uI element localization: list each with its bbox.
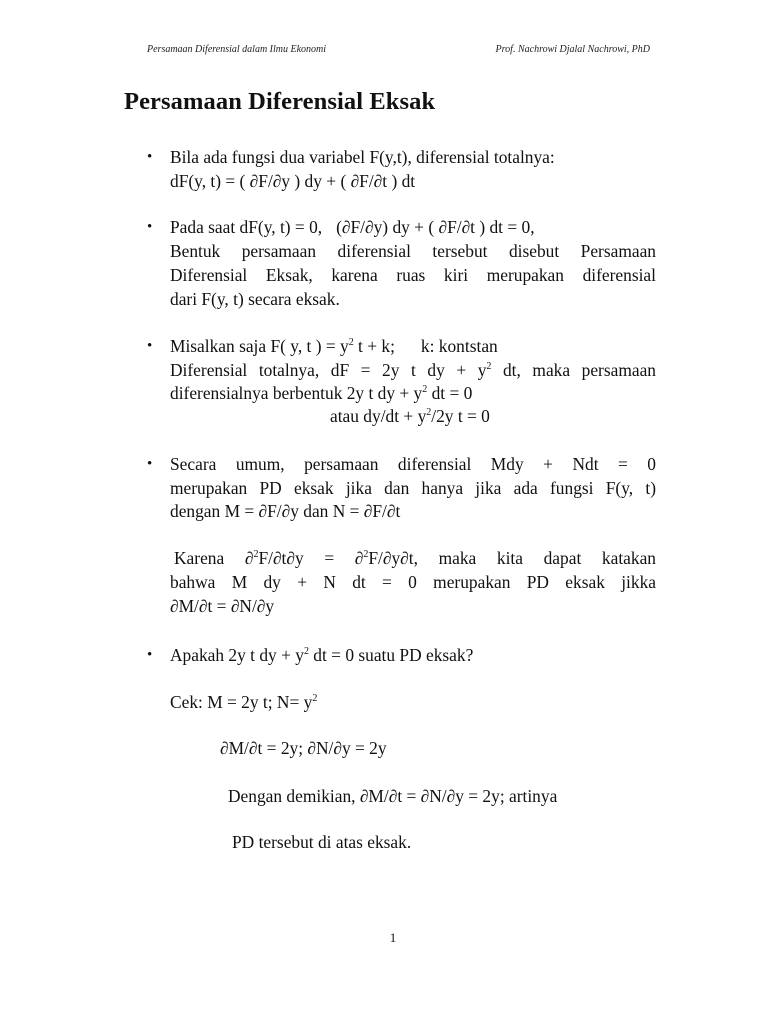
- superscript: 2: [363, 549, 369, 560]
- bullet-2-line-1: [170, 216, 656, 238]
- bullet-3-line-3: [170, 382, 656, 404]
- bullet-3-constant-note: k: kontstan: [420, 336, 498, 356]
- bullet-marker: •: [147, 219, 153, 235]
- bullet-3-line-2: [170, 359, 656, 381]
- karena-text: Karena ∂: [174, 548, 254, 568]
- superscript: 2: [426, 407, 432, 418]
- superscript: 2: [486, 361, 492, 372]
- question-text: Apakah 2y t dy + y: [170, 645, 304, 665]
- bullet-5-conclusion-1: Dengan demikian, ∂M/∂t = ∂N/∂y = 2y; artinya: [228, 786, 558, 806]
- bullet-1-line-1: Bila ada fungsi dua variabel F(y,t), diferensial totalnya:: [170, 147, 555, 167]
- bullet-2-condition: Pada saat dF(y, t) = 0,: [170, 217, 323, 237]
- bullet-marker: •: [147, 456, 153, 472]
- bullet-2-line-3: Diferensial Eksak, karena ruas kiri merupakan diferensial: [170, 265, 656, 285]
- superscript: 2: [303, 646, 309, 657]
- bullet-5-check: [170, 691, 656, 713]
- bullet-3-line-1: [170, 335, 656, 357]
- bullet-4-para-line-3: ∂M/∂t = ∂N/∂y: [170, 596, 275, 616]
- bullet-3-line-4: [330, 405, 490, 427]
- bullet-4-line-1: Secara umum, persamaan diferensial Mdy + Ndt = 0: [170, 454, 656, 474]
- bullet-4-para-line-2: bahwa M dy + N dt = 0 merupakan PD eksak jikka: [170, 572, 656, 592]
- bullet-3-alternative: atau dy/dt + y: [330, 406, 427, 426]
- bullet-3-function: Misalkan saja F( y, t ) = y: [170, 336, 349, 356]
- bullet-3-alternative-tail: /2y t = 0: [431, 406, 490, 426]
- bullet-4-line-3: dengan M = ∂F/∂y dan N = ∂F/∂t: [170, 501, 401, 521]
- bullet-marker: •: [147, 149, 153, 165]
- bullet-3-total-differential: Diferensial totalnya, dF = 2y t dy + y: [170, 360, 487, 380]
- running-header-left: Persamaan Diferensial dalam Ilmu Ekonomi: [147, 44, 327, 55]
- bullet-4-para-line-1: [174, 547, 656, 569]
- check-text: Cek: M = 2y t; N= y: [170, 692, 313, 712]
- bullet-5-partials: ∂M/∂t = 2y; ∂N/∂y = 2y: [220, 738, 387, 758]
- bullet-2-line-4: dari F(y, t) secara eksak.: [170, 289, 340, 309]
- bullet-marker: •: [147, 338, 153, 354]
- superscript: 2: [253, 549, 259, 560]
- karena-tail: F/∂y∂t, maka kita dapat katakan: [368, 548, 656, 568]
- bullet-5-question: [170, 644, 656, 666]
- bullet-3-total-differential-tail: dt, maka persamaan: [491, 360, 656, 380]
- bullet-1-formula: dF(y, t) = ( ∂F/∂y ) dy + ( ∂F/∂t ) dt: [170, 171, 416, 191]
- bullet-marker: •: [147, 647, 153, 663]
- bullet-2-equation: (∂F/∂y) dy + ( ∂F/∂t ) dt = 0,: [336, 217, 535, 237]
- page-number: 1: [389, 930, 397, 945]
- bullet-3-form: diferensialnya berbentuk 2y t dy + y: [170, 383, 423, 403]
- bullet-3-function-tail: t + k;: [353, 336, 395, 356]
- karena-mid: F/∂t∂y = ∂: [258, 548, 364, 568]
- bullet-5-conclusion-2: PD tersebut di atas eksak.: [232, 832, 412, 852]
- page-title: Persamaan Diferensial Eksak: [124, 88, 436, 115]
- bullet-3-form-tail: dt = 0: [427, 383, 473, 403]
- superscript: 2: [422, 384, 428, 395]
- question-tail: dt = 0 suatu PD eksak?: [308, 645, 474, 665]
- bullet-4-line-2: merupakan PD eksak jika dan hanya jika ada fungsi F(y, t): [170, 478, 656, 498]
- superscript: 2: [348, 337, 354, 348]
- superscript: 2: [312, 693, 318, 704]
- running-header-right: Prof. Nachrowi Djalal Nachrowi, PhD: [495, 44, 650, 55]
- bullet-2-line-2: Bentuk persamaan diferensial tersebut disebut Persamaan: [170, 241, 656, 261]
